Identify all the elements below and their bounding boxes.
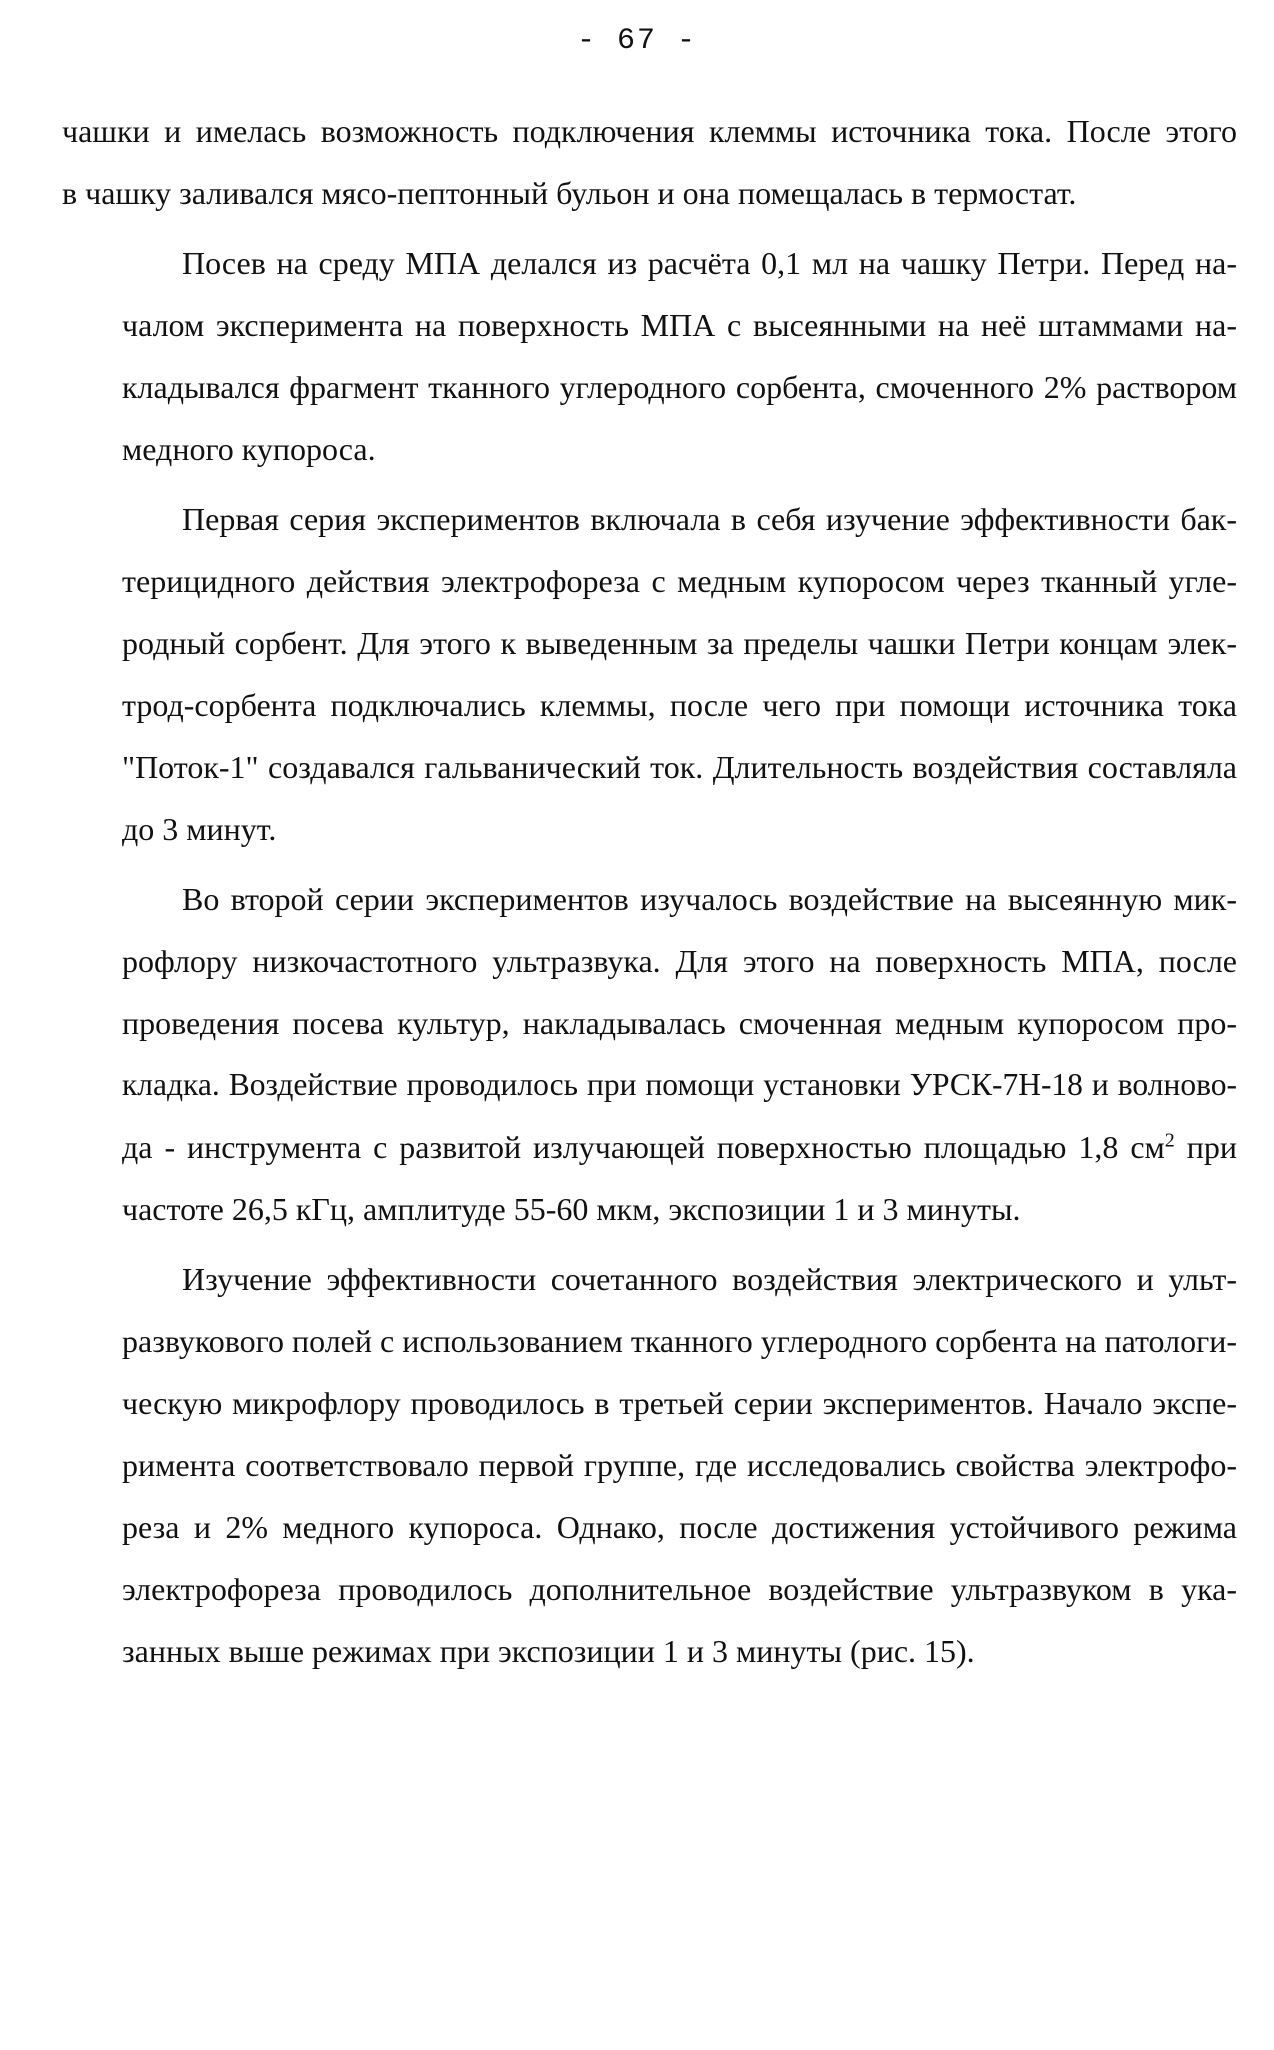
- text-line: чашки и имелась возможность подключения клеммы источника тока. После этого: [62, 113, 1237, 149]
- text-line: реза и 2% медного купороса. Однако, после достижения устойчивого режима: [122, 1509, 1237, 1545]
- text-segment: при: [1174, 1129, 1238, 1165]
- text-line: кладывался фрагмент тканного углеродного сорбента, смоченного 2% раствором: [122, 369, 1237, 405]
- text-line: Посев на среду МПА делался из расчёта 0,1 мл на чашку Петри. Перед на-: [182, 245, 1237, 281]
- text-line: ческую микрофлору проводилось в третьей серии экспериментов. Начало экспе-: [122, 1385, 1237, 1421]
- text-segment: да - инструмента с развитой излучающей поверхностью площадью 1,8 см: [122, 1129, 1165, 1165]
- text-line: медного купороса.: [122, 431, 376, 467]
- superscript: 2: [1164, 1129, 1175, 1152]
- text-line: электрофореза проводилось дополнительное воздействие ультразвуком в ука-: [122, 1571, 1237, 1607]
- text-line: до 3 минут.: [122, 811, 277, 847]
- text-line: кладка. Воздействие проводилось при помощи установки УРСК-7Н-18 и волново-: [122, 1067, 1237, 1102]
- paragraph-4: [62, 868, 1237, 1240]
- text-line: развукового полей с использованием тканного углеродного сорбента на патологи-: [122, 1323, 1237, 1359]
- text-line: частоте 26,5 кГц, амплитуде 55-60 мкм, экспозиции 1 и 3 минуты.: [122, 1191, 1021, 1227]
- text-line: в чашку заливался мясо-пептонный бульон и она помещалась в термостат.: [62, 175, 1077, 211]
- text-line: чалом эксперимента на поверхность МПА с высеянными на неё штаммами на-: [122, 307, 1237, 343]
- text-line: Во второй серии экспериментов изучалось воздействие на высеянную мик-: [182, 881, 1237, 917]
- text-line: Изучение эффективности сочетанного воздействия электрического и ульт-: [182, 1261, 1237, 1297]
- text-line: терицидного действия электрофореза с медным купоросом через тканный угле-: [122, 563, 1237, 599]
- paragraph-2: [62, 232, 1237, 480]
- text-line: рофлору низкочастотного ультразвука. Для этого на поверхность МПА, после: [122, 943, 1237, 979]
- text-line: "Поток-1" создавался гальванический ток. Длительность воздействия составляла: [122, 749, 1237, 785]
- text-line: римента соответствовало первой группе, где исследовались свойства электрофо-: [122, 1447, 1237, 1483]
- text-line: занных выше режимах при экспозиции 1 и 3 минуты (рис. 15).: [122, 1633, 975, 1669]
- text-line: трод-сорбента подключались клеммы, после чего при помощи источника тока: [122, 687, 1237, 723]
- text-line: проведения посева культур, накладывалась смоченная медным купоросом про-: [122, 1005, 1237, 1041]
- document-body: [62, 100, 1237, 1690]
- text-line-with-superscript: [62, 1116, 1237, 1178]
- paragraph-1: [62, 100, 1237, 224]
- paragraph-5: [62, 1248, 1237, 1682]
- text-line: родный сорбент. Для этого к выведенным за пределы чашки Петри концам элек-: [122, 625, 1237, 661]
- paragraph-3: [62, 488, 1237, 860]
- page-number: - 67 -: [576, 24, 698, 58]
- text-line: Первая серия экспериментов включала в себя изучение эффективности бак-: [182, 501, 1237, 537]
